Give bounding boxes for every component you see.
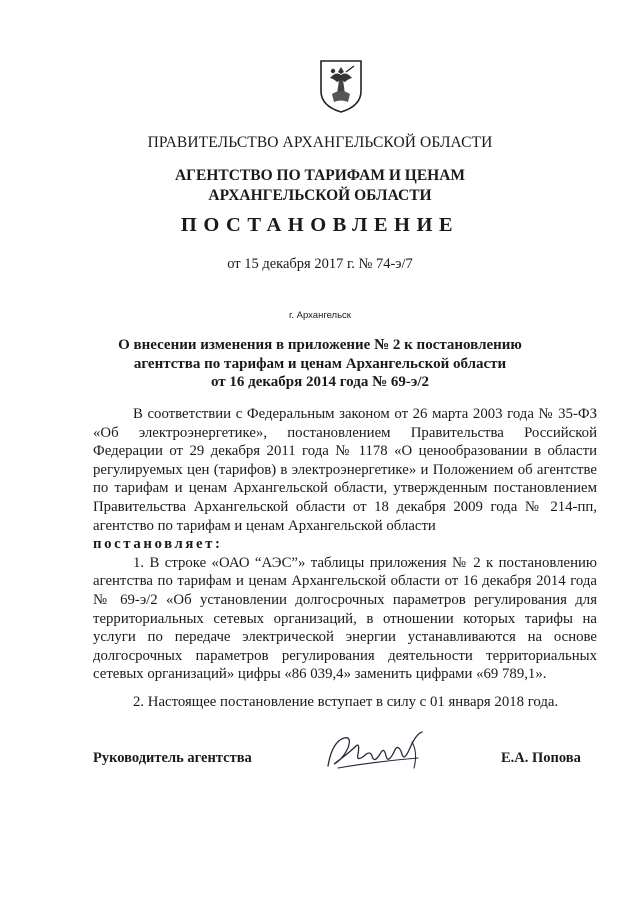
document-body [93, 405, 597, 712]
document-title [0, 336, 640, 392]
document-title-line1: О внесении изменения в приложение № 2 к постановлению [118, 337, 522, 353]
item-1-paragraph: 1. В строке «ОАО “АЭС”» таблицы приложения № 2 к постановлению агентства по тарифам и ценам Архангельской области от 16 декабря 2014 года № 69-э/2 «Об установлении долгосрочных параметров регулирования для территориальных сетевых организаций, в отношении которых тарифы на услуги по передаче электрической энергии устанавливаются на основе долгосрочных параметров регулирования деятельности территориальных сетевых организаций» цифры «86 039,4» заменить цифрами «69 789,1». [93, 554, 597, 683]
coat-of-arms-icon [318, 58, 364, 114]
document-city: г. Архангельск [289, 310, 351, 321]
agency-name-line2: АРХАНГЕЛЬСКОЙ ОБЛАСТИ [208, 187, 432, 204]
resolves-line [93, 535, 597, 554]
document-title-line3: от 16 декабря 2014 года № 69-э/2 [210, 374, 430, 390]
government-name: ПРАВИТЕЛЬСТВО АРХАНГЕЛЬСКОЙ ОБЛАСТИ [147, 134, 493, 151]
signatory-position: Руководитель агентства [93, 750, 252, 766]
resolves-word: постановляет: [93, 536, 223, 553]
item-2-paragraph: 2. Настоящее постановление вступает в силу с 01 января 2018 года. [133, 693, 559, 710]
document-date-number: от 15 декабря 2017 г. № 74-э/7 [227, 256, 413, 272]
handwritten-signature-icon [322, 728, 434, 776]
agency-name [0, 166, 640, 206]
signatory-name: Е.А. Попова [501, 750, 581, 766]
document-type: ПОСТАНОВЛЕНИЕ [180, 214, 460, 236]
document-title-line2: агентства по тарифам и ценам Архангельской области [133, 355, 507, 372]
agency-name-line1: АГЕНТСТВО ПО ТАРИФАМ И ЦЕНАМ [174, 167, 466, 184]
preamble-paragraph: В соответствии с Федеральным законом от 26 марта 2003 года № 35-ФЗ «Об электроэнергетике», постановлением Правительства Российской Федерации от 29 декабря 2011 года № 1178 «О ценообразовании в области регулируемых цен (тарифов) в электроэнергетике» и Положением об агентстве по тарифам и ценам Архангельской области, утвержденным постановлением Правительства Архангельской области от 18 декабря 2009 года № 214-пп, агентство по тарифам и ценам Архангельской области [93, 406, 597, 534]
